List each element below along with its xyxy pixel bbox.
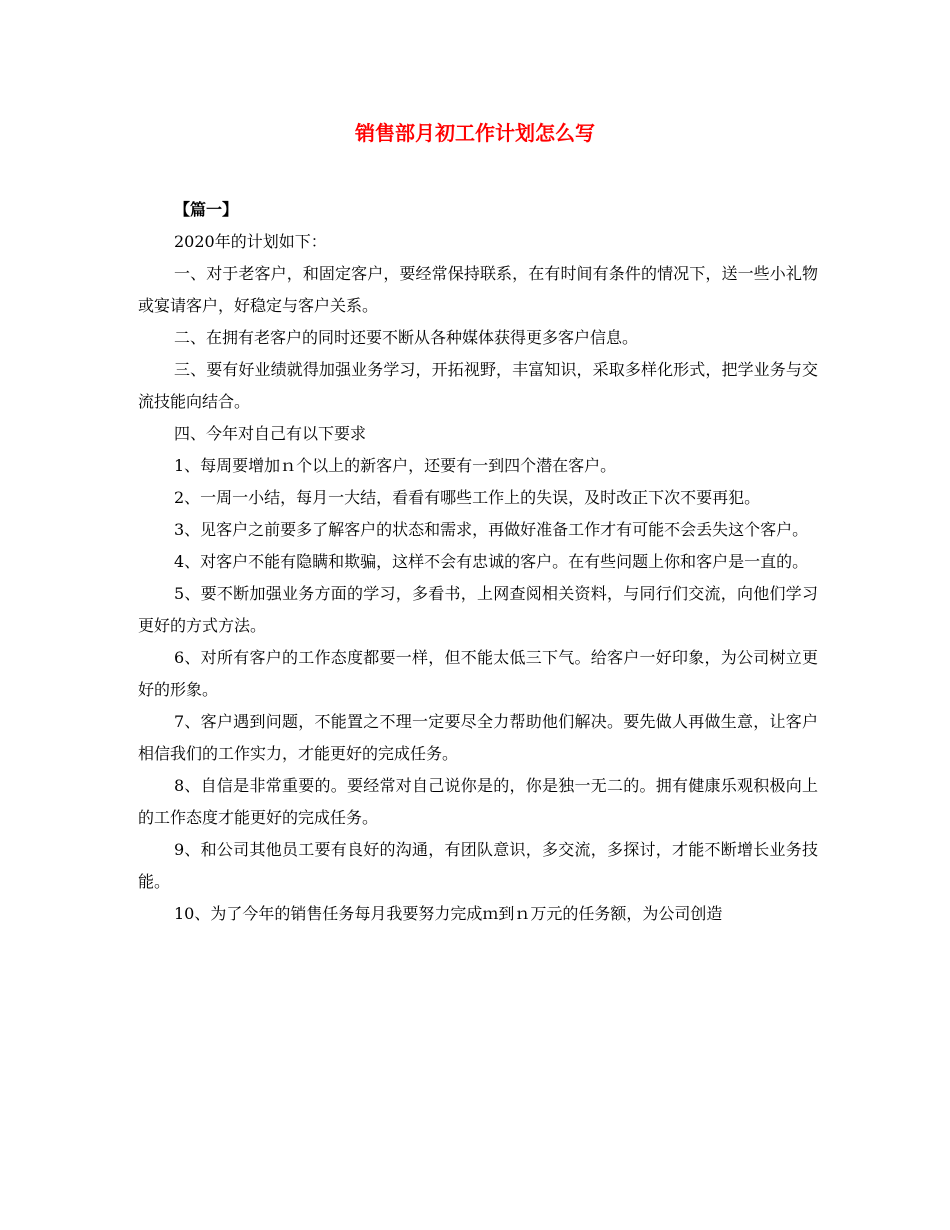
paragraph: 一、对于老客户，和固定客户，要经常保持联系，在有时间有条件的情况下，送一些小礼物或宴请客户，好稳定与客户关系。	[138, 264, 818, 315]
paragraph: 3、见客户之前要多了解客户的状态和需求，再做好准备工作才有可能不会丢失这个客户。	[174, 520, 809, 539]
paragraph: 1、每周要增加ｎ个以上的新客户，还要有一到四个潜在客户。	[174, 456, 617, 475]
paragraph: 四、今年对自己有以下要求	[174, 424, 367, 443]
paragraph: 7、客户遇到问题，不能置之不理一定要尽全力帮助他们解决。要先做人再做生意，让客户相信我们的工作实力，才能更好的完成任务。	[138, 712, 818, 763]
paragraph: 5、要不断加强业务方面的学习，多看书，上网查阅相关资料，与同行们交流，向他们学习更好的方式方法。	[138, 584, 818, 635]
paragraph: 9、和公司其他员工要有良好的沟通，有团队意识，多交流，多探讨，才能不断增长业务技能。	[138, 840, 818, 891]
paragraph: 6、对所有客户的工作态度都要一样，但不能太低三下气。给客户一好印象，为公司树立更好的形象。	[138, 648, 818, 699]
paragraph: 10、为了今年的销售任务每月我要努力完成ｍ到ｎ万元的任务额，为公司创造	[174, 904, 723, 923]
paragraph: 二、在拥有老客户的同时还要不断从各种媒体获得更多客户信息。	[174, 328, 639, 347]
paragraph: 三、要有好业绩就得加强业务学习，开拓视野，丰富知识，采取多样化形式，把学业务与交流技能向结合。	[138, 360, 818, 411]
document-title: 销售部月初工作计划怎么写	[355, 121, 595, 145]
paragraph: 2020年的计划如下：	[174, 232, 327, 251]
section-heading: 【篇一】	[174, 200, 239, 219]
paragraph: 4、对客户不能有隐瞒和欺骗，这样不会有忠诚的客户。在有些问题上你和客户是一直的。	[174, 552, 809, 571]
paragraph: 2、一周一小结，每月一大结，看看有哪些工作上的失误，及时改正下次不要再犯。	[174, 488, 761, 507]
paragraph: 8、自信是非常重要的。要经常对自己说你是的，你是独一无二的。拥有健康乐观积极向上的工作态度才能更好的完成任务。	[138, 776, 818, 827]
document-body	[138, 194, 818, 930]
